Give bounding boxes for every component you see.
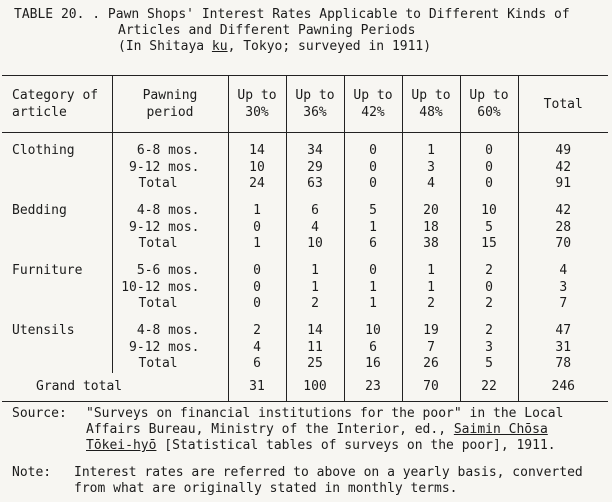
value-cell: 16 xyxy=(344,356,402,373)
value-cell: 0 xyxy=(344,176,402,193)
table-row xyxy=(2,339,608,356)
value-cell: 15 xyxy=(460,236,518,253)
header-total: Total xyxy=(518,76,608,133)
table-row xyxy=(2,143,608,160)
grand-total-value: 70 xyxy=(402,373,460,402)
value-cell: 0 xyxy=(460,279,518,296)
value-cell: 0 xyxy=(460,143,518,160)
value-cell: 2 xyxy=(286,296,344,313)
header-row xyxy=(2,76,608,133)
value-cell: 0 xyxy=(460,159,518,176)
value-cell: 2 xyxy=(460,263,518,280)
value-cell: 2 xyxy=(228,323,286,340)
category-cell xyxy=(2,219,112,236)
header-rate-42: Up to 42% xyxy=(344,76,402,133)
value-cell: 0 xyxy=(228,219,286,236)
value-cell: 42 xyxy=(518,203,608,220)
category-cell xyxy=(2,339,112,356)
grand-total-value: 22 xyxy=(460,373,518,402)
category-cell xyxy=(2,296,112,313)
value-cell: 42 xyxy=(518,159,608,176)
value-cell: 7 xyxy=(518,296,608,313)
period-cell: 9-12 mos. xyxy=(112,219,228,236)
value-cell: 5 xyxy=(460,219,518,236)
value-cell: 24 xyxy=(228,176,286,193)
value-cell: 2 xyxy=(460,296,518,313)
category-cell xyxy=(2,279,112,296)
source-note xyxy=(12,406,608,454)
value-cell: 1 xyxy=(228,236,286,253)
value-cell: 78 xyxy=(518,356,608,373)
value-cell: 1 xyxy=(402,143,460,160)
value-cell: 0 xyxy=(344,143,402,160)
value-cell: 1 xyxy=(344,296,402,313)
period-cell: Total xyxy=(112,356,228,373)
period-cell: Total xyxy=(112,236,228,253)
value-cell: 20 xyxy=(402,203,460,220)
source-line-3: Tōkei-hyō [Statistical tables of surveys on the poor], 1911. xyxy=(86,438,556,453)
value-cell: 31 xyxy=(518,339,608,356)
header-period: Pawning period xyxy=(112,76,228,133)
value-cell: 34 xyxy=(286,143,344,160)
value-cell: 29 xyxy=(286,159,344,176)
value-cell: 6 xyxy=(344,236,402,253)
value-cell: 38 xyxy=(402,236,460,253)
value-cell: 28 xyxy=(518,219,608,236)
period-cell: 10-12 mos. xyxy=(112,279,228,296)
value-cell: 18 xyxy=(402,219,460,236)
interest-rate-table xyxy=(2,75,608,402)
value-cell: 2 xyxy=(402,296,460,313)
period-cell: 6-8 mos. xyxy=(112,143,228,160)
value-cell: 5 xyxy=(344,203,402,220)
table-body xyxy=(2,133,608,402)
value-cell: 1 xyxy=(228,203,286,220)
table-row xyxy=(2,203,608,220)
group-spacer xyxy=(2,193,608,203)
table-row xyxy=(2,296,608,313)
note-line-1: Interest rates are referred to above on a yearly basis, converted xyxy=(74,465,583,480)
value-cell: 49 xyxy=(518,143,608,160)
value-cell: 10 xyxy=(228,159,286,176)
grand-total-value: 246 xyxy=(518,373,608,402)
category-cell: Utensils xyxy=(12,323,75,339)
value-cell: 10 xyxy=(286,236,344,253)
value-cell: 0 xyxy=(344,159,402,176)
value-cell: 26 xyxy=(402,356,460,373)
category-cell: Bedding xyxy=(12,202,67,218)
source-title-part-2: Tōkei-hyō xyxy=(86,438,157,453)
table-row xyxy=(2,279,608,296)
source-line-1: "Surveys on financial institutions for the poor" in the Local xyxy=(86,406,564,421)
value-cell: 3 xyxy=(518,279,608,296)
note-line-2: from what are originally stated in monthly terms. xyxy=(74,481,458,496)
period-cell: 5-6 mos. xyxy=(112,263,228,280)
header-rate-36: Up to 36% xyxy=(286,76,344,133)
table-row xyxy=(2,236,608,253)
value-cell: 1 xyxy=(344,219,402,236)
header-rate-60: Up to 60% xyxy=(460,76,518,133)
value-cell: 0 xyxy=(228,296,286,313)
value-cell: 25 xyxy=(286,356,344,373)
group-spacer xyxy=(2,313,608,323)
table-row xyxy=(2,356,608,373)
category-cell xyxy=(2,159,112,176)
value-cell: 4 xyxy=(518,263,608,280)
value-cell: 1 xyxy=(286,279,344,296)
table-row xyxy=(2,263,608,280)
value-cell: 19 xyxy=(402,323,460,340)
period-cell: 9-12 mos. xyxy=(112,159,228,176)
value-cell: 0 xyxy=(228,263,286,280)
header-rate-48: Up to 48% xyxy=(402,76,460,133)
value-cell: 10 xyxy=(460,203,518,220)
period-cell: 4-8 mos. xyxy=(112,323,228,340)
value-cell: 3 xyxy=(460,339,518,356)
table-row xyxy=(2,323,608,340)
table-row xyxy=(2,159,608,176)
group-spacer xyxy=(2,253,608,263)
table-row xyxy=(2,176,608,193)
grand-total-value: 23 xyxy=(344,373,402,402)
title-line-2: Articles and Different Pawning Periods xyxy=(118,23,416,38)
value-cell: 0 xyxy=(460,176,518,193)
value-cell: 14 xyxy=(286,323,344,340)
value-cell: 10 xyxy=(344,323,402,340)
title-ku: ku xyxy=(211,39,228,54)
footnote xyxy=(12,465,608,497)
value-cell: 4 xyxy=(286,219,344,236)
value-cell: 11 xyxy=(286,339,344,356)
value-cell: 2 xyxy=(460,323,518,340)
value-cell: 47 xyxy=(518,323,608,340)
value-cell: 0 xyxy=(228,279,286,296)
value-cell: 63 xyxy=(286,176,344,193)
period-cell: Total xyxy=(112,296,228,313)
header-rate-30: Up to 30% xyxy=(228,76,286,133)
value-cell: 1 xyxy=(402,279,460,296)
grand-total-value: 100 xyxy=(286,373,344,402)
title-line-1: TABLE 20. . Pawn Shops' Interest Rates Applicable to Different Kinds of xyxy=(14,7,570,22)
value-cell: 1 xyxy=(402,263,460,280)
category-cell xyxy=(2,236,112,253)
period-cell: Total xyxy=(112,176,228,193)
category-cell xyxy=(2,176,112,193)
period-cell: 9-12 mos. xyxy=(112,339,228,356)
category-cell xyxy=(2,356,112,373)
title-line-3-post: , Tokyo; surveyed in 1911) xyxy=(227,39,432,54)
table-title xyxy=(14,7,606,55)
value-cell: 4 xyxy=(228,339,286,356)
table-row xyxy=(2,219,608,236)
value-cell: 1 xyxy=(344,279,402,296)
header-category: Category of article xyxy=(2,76,112,133)
value-cell: 6 xyxy=(286,203,344,220)
value-cell: 6 xyxy=(228,356,286,373)
value-cell: 3 xyxy=(402,159,460,176)
value-cell: 0 xyxy=(344,263,402,280)
source-title-part-1: Saimin Chōsa xyxy=(453,422,548,437)
value-cell: 4 xyxy=(402,176,460,193)
grand-total-label: Grand total xyxy=(36,378,123,394)
value-cell: 1 xyxy=(286,263,344,280)
source-label: Source: xyxy=(12,406,67,421)
title-line-3 xyxy=(14,39,606,55)
category-cell: Clothing xyxy=(12,142,75,158)
grand-total-value: 31 xyxy=(228,373,286,402)
title-line-3-pre: (In Shitaya xyxy=(118,39,212,54)
period-cell: 4-8 mos. xyxy=(112,203,228,220)
category-cell: Furniture xyxy=(12,262,83,278)
value-cell: 5 xyxy=(460,356,518,373)
value-cell: 70 xyxy=(518,236,608,253)
value-cell: 14 xyxy=(228,143,286,160)
note-label: Note: xyxy=(12,465,52,480)
source-line-2: Affairs Bureau, Ministry of the Interior, ed., Saimin Chōsa xyxy=(86,422,548,437)
value-cell: 91 xyxy=(518,176,608,193)
value-cell: 6 xyxy=(344,339,402,356)
grand-total-row xyxy=(2,373,608,402)
value-cell: 7 xyxy=(402,339,460,356)
